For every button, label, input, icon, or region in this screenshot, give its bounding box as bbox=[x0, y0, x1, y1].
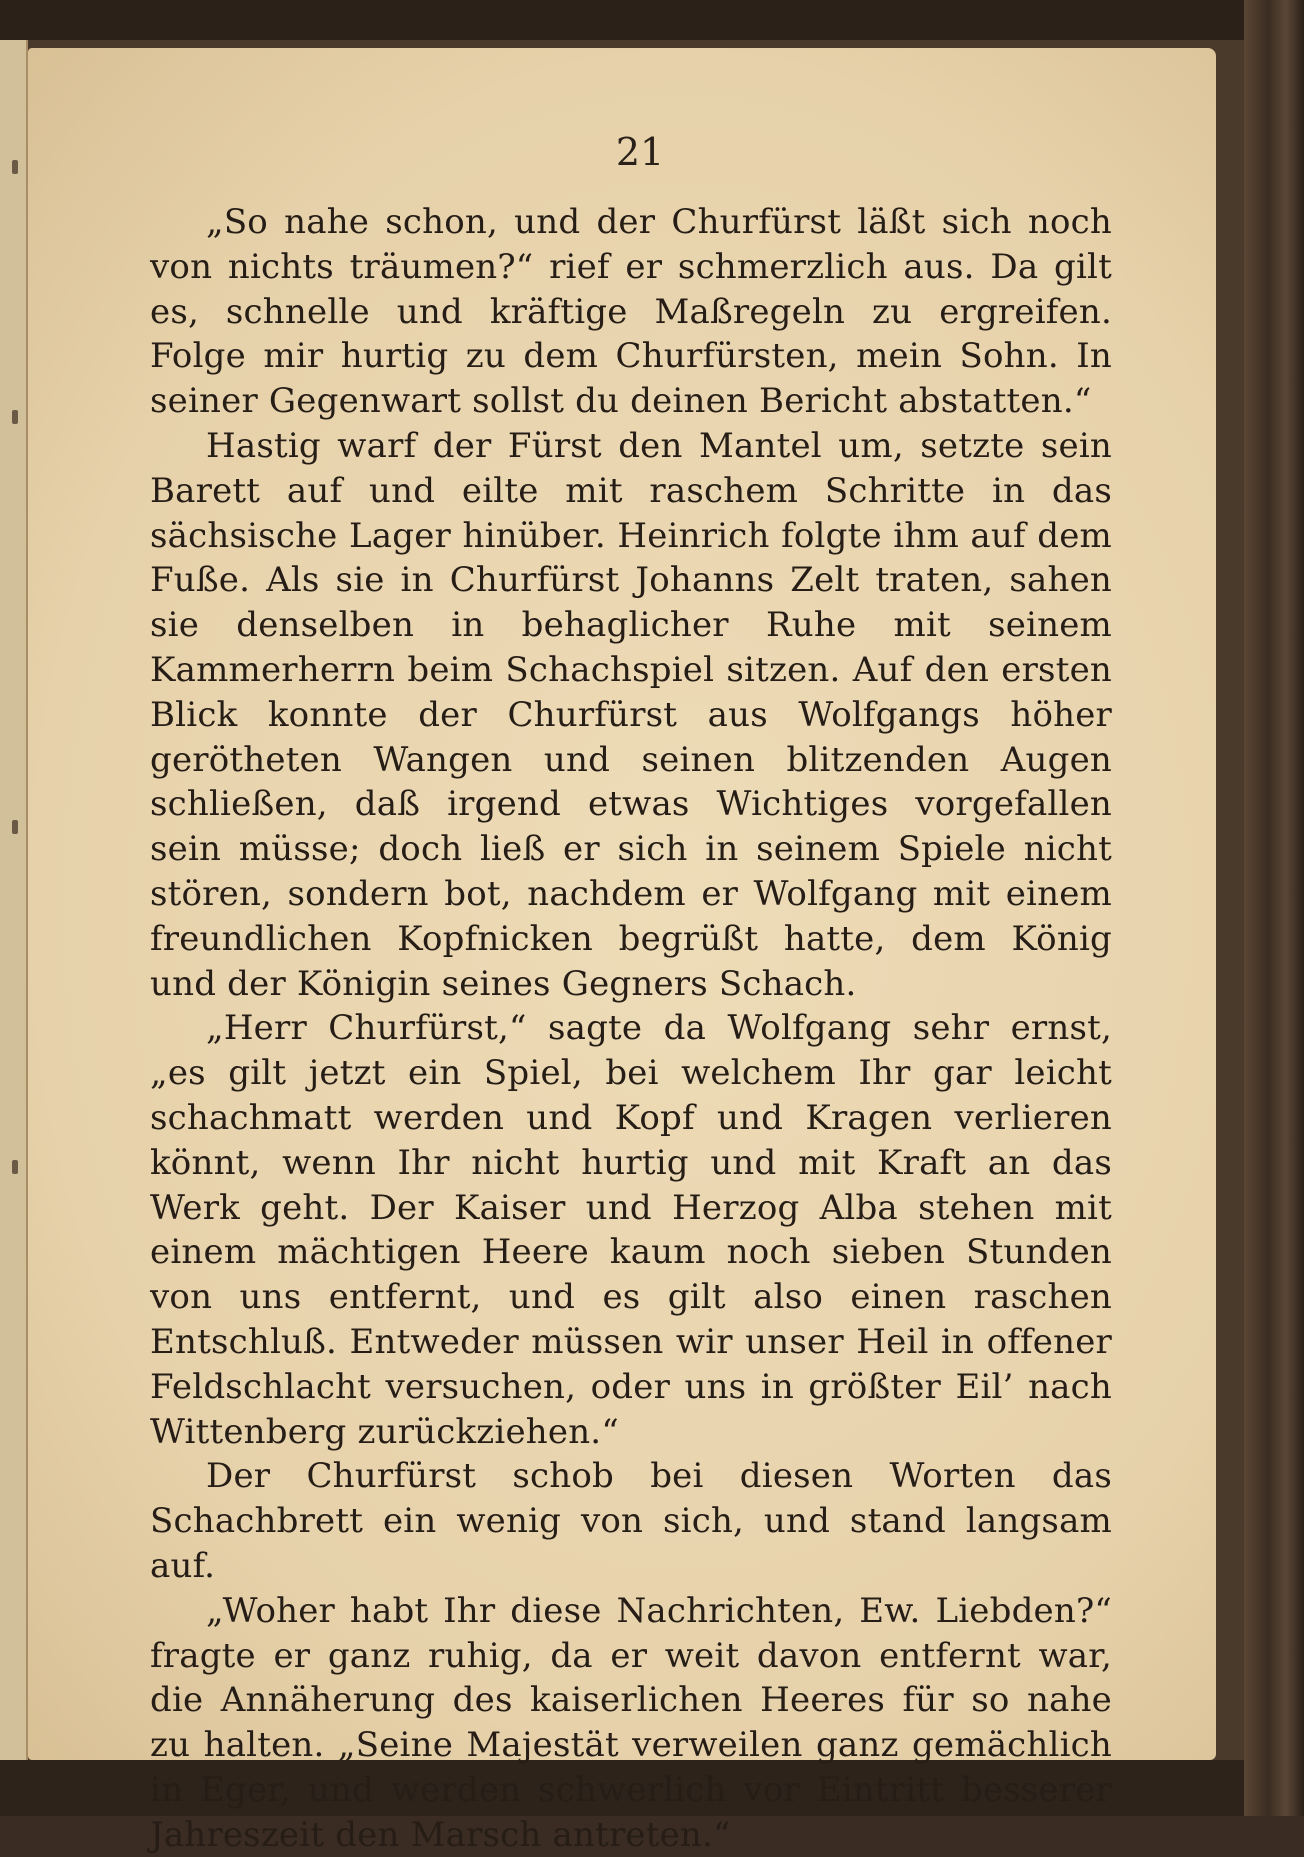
page-edge-mark bbox=[12, 820, 18, 834]
page-number: 21 bbox=[615, 130, 665, 174]
page-edge-mark bbox=[12, 160, 18, 174]
paragraph-1: „So nahe schon, und der Churfürst läßt sich noch von nichts träumen?“ rief er schmerzlich aus. Da gilt es, schnelle und kräftige Maßregeln zu ergreifen. Folge mir hurtig zu dem Churfürsten, mein Sohn. In seiner Gegenwart sollst du deinen Bericht abstatten.“ bbox=[150, 202, 1112, 422]
book-cover-right-edge bbox=[1244, 0, 1304, 1816]
paragraph-5: „Woher habt Ihr diese Nachrichten, Ew. Liebden?“ fragte er ganz ruhig, da er weit davon entfernt war, die Annäherung des kaiserlichen Heeres für so nahe zu halten. „Seine Majestät verweilen ganz gemächlich in Eger, und werden schwerlich vor Eintritt besserer Jahreszeit den Marsch antreten.“ bbox=[150, 1590, 1112, 1855]
body-text bbox=[150, 200, 1112, 1857]
paragraph-4: Der Churfürst schob bei diesen Worten das Schachbrett ein wenig von sich, und stand langsam auf. bbox=[150, 1456, 1112, 1586]
paragraph-3: „Herr Churfürst,“ sagte da Wolfgang sehr ernst, „es gilt jetzt ein Spiel, bei welchem Ihr gar leicht schachmatt werden und Kopf und Kragen verlieren könnt, wenn Ihr nicht hurtig und mit Kraft an das Werk geht. Der Kaiser und Herzog Alba stehen mit einem mächtigen Heere kaum noch sieben Stunden von uns entfernt, und es gilt also einen raschen Entschluß. Entweder müssen wir unser Heil in offener Feldschlacht versuchen, oder uns in größter Eil’ nach Wittenberg zurückziehen.“ bbox=[150, 1008, 1112, 1452]
previous-page-edge bbox=[0, 40, 28, 1816]
book-cover-top-edge bbox=[0, 0, 1304, 40]
page-edge-mark bbox=[12, 1160, 18, 1174]
page-edge-mark bbox=[12, 410, 18, 424]
paragraph-2: Hastig warf der Fürst den Mantel um, setzte sein Barett auf und eilte mit raschem Schritte in das sächsische Lager hinüber. Heinrich folgte ihm auf dem Fuße. Als sie in Churfürst Johanns Zelt traten, sahen sie denselben in behaglicher Ruhe mit seinem Kammerherrn beim Schachspiel sitzen. Auf den ersten Blick konnte der Churfürst aus Wolfgangs höher gerötheten Wangen und seinen blitzenden Augen schließen, daß irgend etwas Wichtiges vorgefallen sein müsse; doch ließ er sich in seinem Spiele nicht stören, sondern bot, nachdem er Wolfgang mit einem freundlichen Kopfnicken begrüßt hatte, dem König und der Königin seines Gegners Schach. bbox=[150, 425, 1112, 1004]
